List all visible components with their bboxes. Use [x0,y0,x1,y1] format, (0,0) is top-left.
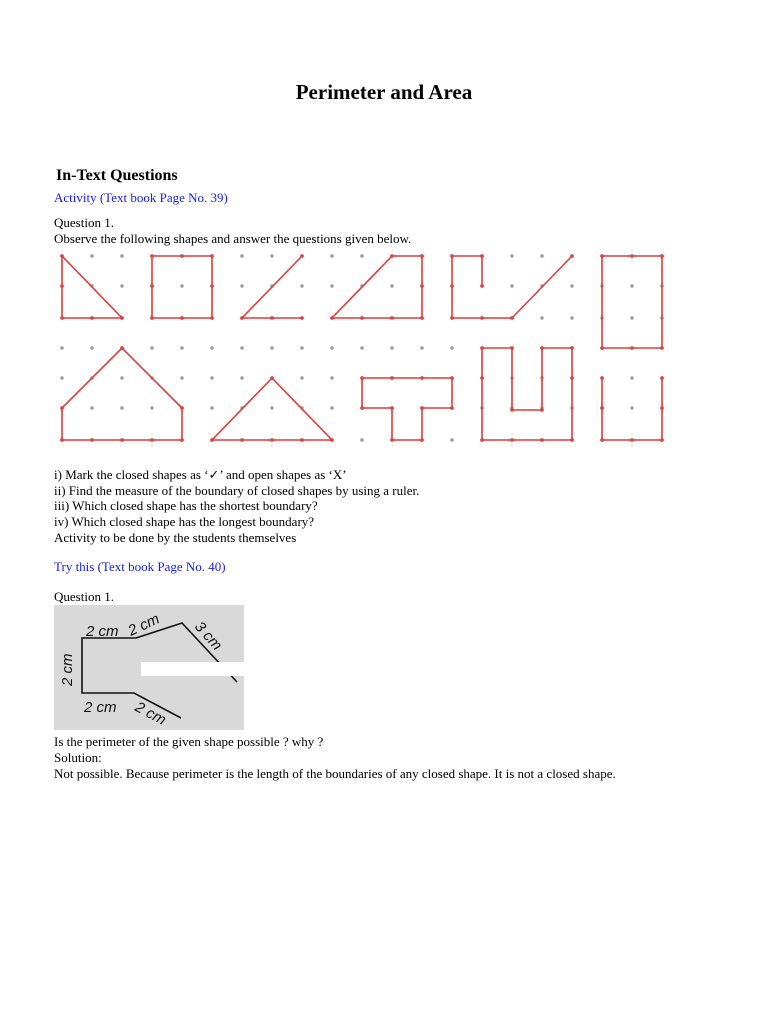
shape-rectangle-tall [602,256,662,348]
grid-dot [300,346,303,349]
grid-dot [240,376,243,379]
grid-dot [570,316,573,319]
label-bottom-slant: 2 cm [132,698,169,729]
grid-dot [90,406,93,409]
activity-prompt: Observe the following shapes and answer the questions given below. [54,231,412,246]
grid-dot [150,346,153,349]
try-this-link[interactable]: Try this (Text book Page No. 40) [54,559,226,574]
shape-pentagon [62,348,182,440]
solution-label: Solution: [54,750,102,765]
grid-dot [570,284,573,287]
grid-dot [60,346,63,349]
grid-dot [330,376,333,379]
grid-dot [360,346,363,349]
grid-dot [240,346,243,349]
page-title: Perimeter and Area [295,80,473,104]
activity-note: Activity to be done by the students themselves [54,530,297,545]
grid-dot [240,284,243,287]
grid-dot [450,438,453,441]
grid-dot [330,254,333,257]
grid-dot [360,254,363,257]
grid-dot [90,254,93,257]
label-bottom: 2 cm [84,699,117,716]
grid-dot [390,284,393,287]
grid-dot [330,346,333,349]
grid-dot [330,284,333,287]
grid-dot [120,376,123,379]
shape-t-shape [362,378,452,440]
activity-item-3: iii) Which closed shape has the shortest boundary? [54,498,318,513]
activity-item-1: i) Mark the closed shapes as ‘✓’ and open shapes as ‘X’ [54,467,347,482]
grid-dot [540,316,543,319]
shape-open-angle [242,256,302,318]
shape-u-shape [482,348,572,440]
grid-dot [210,376,213,379]
grid-dot [180,346,183,349]
activity-item-4: iv) Which closed shape has the longest boundary? [54,514,315,529]
grid-dot [270,254,273,257]
activity-item-2: ii) Find the measure of the boundary of closed shapes by using a ruler. [54,483,420,498]
grid-dot [630,316,633,319]
grid-dot [360,438,363,441]
grid-dot [180,376,183,379]
grid-dot [540,254,543,257]
try-this-question: Is the perimeter of the given shape possible ? why ? [54,734,324,749]
grid-dot [90,346,93,349]
shapes-dot-grid-figure [54,250,669,450]
grid-dot [60,376,63,379]
grid-dot [630,376,633,379]
grid-dot [630,284,633,287]
grid-dot [390,346,393,349]
grid-dot [510,254,513,257]
try-this-question-label: Question 1. [54,589,114,604]
grid-dot [270,406,273,409]
grid-dot [150,406,153,409]
grid-dot [450,346,453,349]
grid-dot [510,284,513,287]
grid-dot [120,284,123,287]
activity-link[interactable]: Activity (Text book Page No. 39) [54,190,228,205]
label-top-slant: 2 cm [125,610,163,640]
grid-dot [120,406,123,409]
grid-dot [420,346,423,349]
figure-mask [141,662,244,676]
activity-question-label: Question 1. [54,215,114,230]
grid-dot [210,406,213,409]
shape-trapezium [332,256,422,318]
solution-text: Not possible. Because perimeter is the length of the boundaries of any closed shape. It is not a closed shape. [54,766,616,781]
open-shape-figure [54,605,244,730]
grid-dot [120,254,123,257]
label-top: 2 cm [86,623,119,640]
grid-dot [180,284,183,287]
grid-dot [210,346,213,349]
grid-dot [300,376,303,379]
grid-dot [630,406,633,409]
grid-dot [300,284,303,287]
grid-dot [330,406,333,409]
label-left: 2 cm [59,653,76,686]
label-right-slant: 3 cm [191,618,226,654]
grid-dot [270,346,273,349]
section-heading: In-Text Questions [56,167,178,184]
grid-dot [240,254,243,257]
shape-right-triangle [62,256,122,318]
